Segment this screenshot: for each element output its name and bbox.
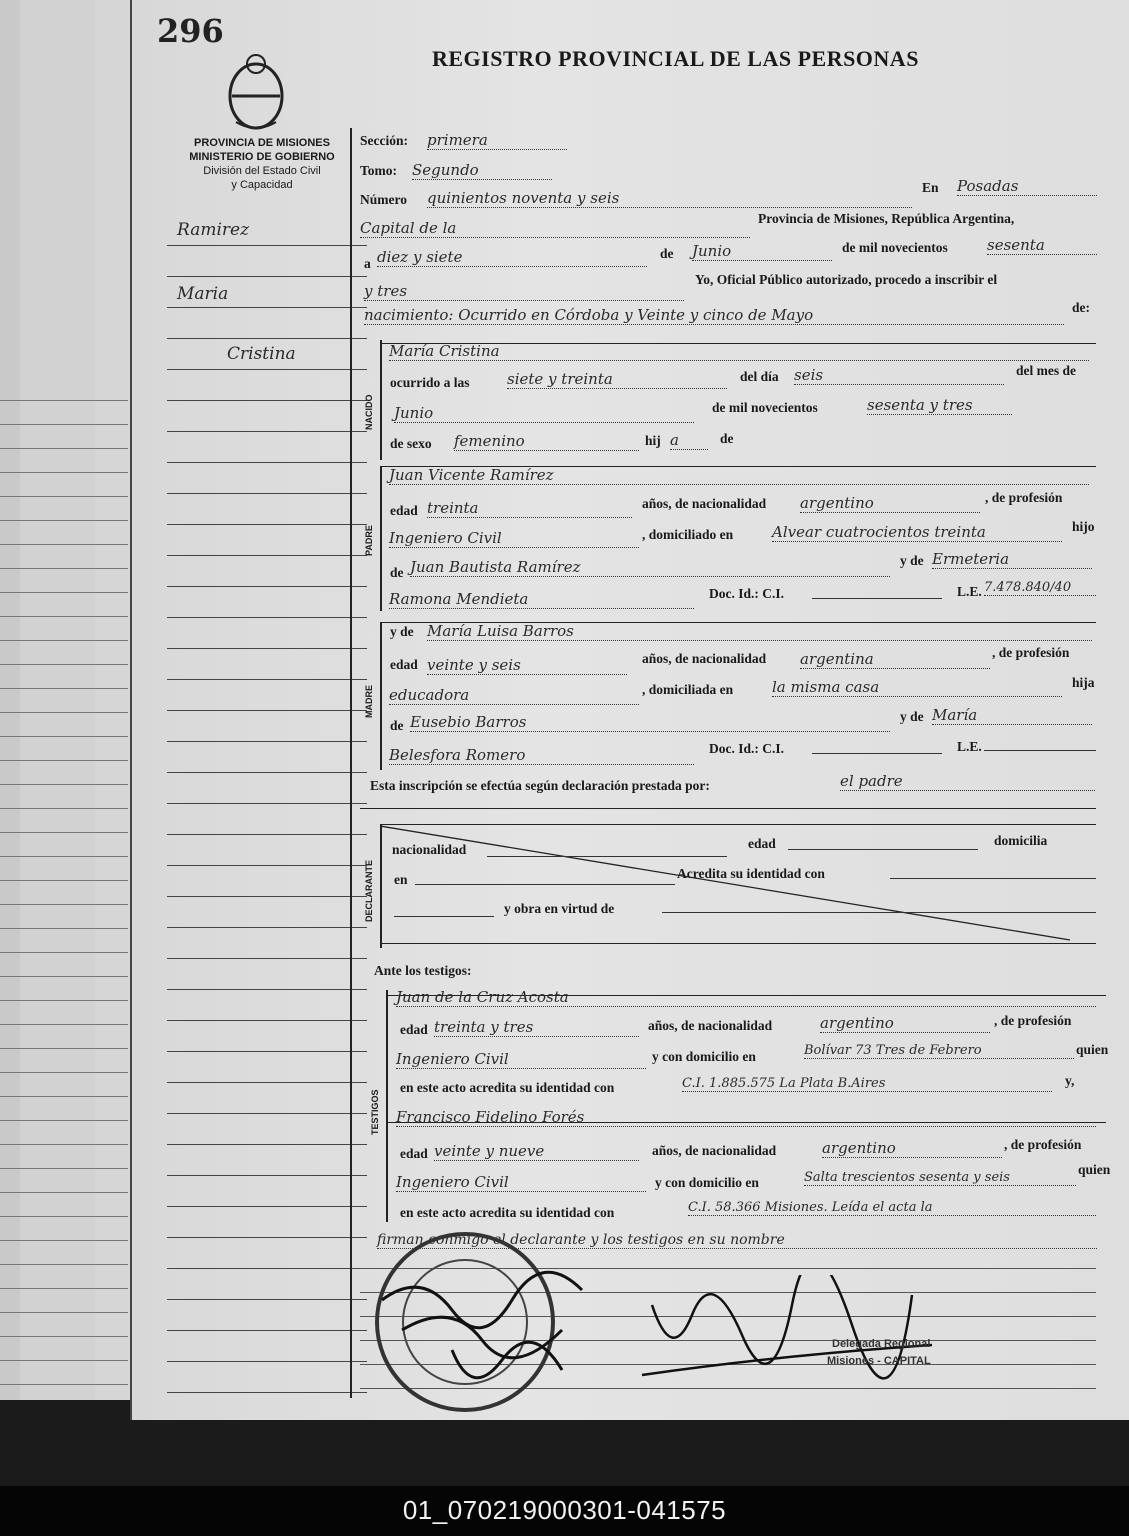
index-rule-line (167, 1268, 367, 1269)
back-rule-line (0, 1024, 128, 1025)
registry-page (130, 0, 1129, 1420)
index-rule-line (167, 1082, 367, 1083)
testigo2-quien-label: quien (1078, 1162, 1111, 1177)
index-rule-line (167, 524, 367, 525)
testigo1-nac-label: años, de nacionalidad (648, 1018, 773, 1033)
madre-edad-value: veinte y seis (427, 656, 627, 675)
testigo2-dom-label: y con domicilio en (655, 1175, 759, 1190)
index-rule-line (167, 586, 367, 587)
signature-left (362, 1260, 622, 1410)
padre-padre-value: Juan Bautista Ramírez (410, 558, 890, 577)
stamp-text-1: Delegada Regional (832, 1338, 931, 1350)
madre-y-de-label: y de (390, 624, 414, 639)
index-rule-line (167, 276, 367, 277)
anio-cont-value: y tres (364, 282, 684, 301)
index-rule-line (167, 927, 367, 928)
hij-label: hij (645, 433, 661, 448)
madre-prof-label: , de profesión (992, 645, 1070, 660)
closing-text: firman conmigo el declarante y los testigos en su nombre (377, 1232, 1097, 1249)
nacido-divider (380, 340, 382, 460)
index-rule-line (167, 710, 367, 711)
de2-label: de: (1072, 300, 1090, 315)
back-rule-line (0, 856, 128, 857)
madre-domicilio-value: la misma casa (772, 678, 1062, 697)
padre-de-label: de (390, 565, 404, 580)
index-rule-line (167, 462, 367, 463)
index-rule-line (167, 1113, 367, 1114)
madre-profesion-value: educadora (389, 686, 639, 705)
declarante-en-blank (415, 884, 675, 885)
org-line-1: PROVINCIA DE MISIONES (194, 137, 330, 149)
index-rule-line (167, 555, 367, 556)
back-rule-line (0, 760, 128, 761)
back-rule-line (0, 448, 128, 449)
back-rule-line (0, 1216, 128, 1217)
madre-hija-label: hija (1072, 675, 1095, 690)
nacido-de-label: de (720, 431, 734, 446)
padre-profesion-value: Ingeniero Civil (389, 529, 639, 548)
index-rule-line (167, 245, 367, 246)
back-rule-line (0, 1072, 128, 1073)
testigo2-prof-label: , de profesión (1004, 1137, 1082, 1152)
testigo1-edad-label: edad (400, 1022, 428, 1037)
madre-y-de2-label: y de (900, 709, 924, 724)
testigo2-domicilio-value: Salta trescientos sesenta y seis (804, 1170, 1076, 1186)
sexo-label: de sexo (390, 436, 432, 451)
testigo1-domicilio-value: Bolívar 73 Tres de Febrero (804, 1043, 1074, 1059)
numero-label: Número (360, 192, 407, 207)
padre-ci-blank (812, 598, 942, 599)
back-rule-line (0, 736, 128, 737)
sexo-value: femenino (454, 432, 639, 451)
back-rule-line (0, 1120, 128, 1121)
padre-edad-label: edad (390, 503, 418, 518)
index-rule-line (167, 1237, 367, 1238)
testigo1-profesion-value: Ingeniero Civil (396, 1050, 646, 1069)
national-crest-icon (220, 52, 292, 132)
mil-novecientos-label: de mil novecientos (842, 240, 948, 255)
madre-divider (380, 622, 382, 770)
anio-nac-value: sesenta y tres (867, 396, 1012, 415)
declarante-bottom-rule (380, 943, 1096, 944)
declarante-edad-blank (788, 849, 978, 850)
padre-divider (380, 466, 382, 611)
index-rule-line (167, 1144, 367, 1145)
declarante-en-label: en (394, 872, 408, 887)
padre-prof-label: , de profesión (985, 490, 1063, 505)
back-rule-line (0, 496, 128, 497)
madre-nac-label: años, de nacionalidad (642, 651, 767, 666)
index-rule-line (167, 803, 367, 804)
back-rule-line (0, 568, 128, 569)
back-rule-line (0, 1240, 128, 1241)
index-rule-line (167, 1392, 367, 1393)
stamp-text-2: Misiones - CAPITAL (827, 1355, 931, 1367)
testigo2-profesion-value: Ingeniero Civil (396, 1173, 646, 1192)
back-rule-line (0, 544, 128, 545)
index-rule-line (167, 958, 367, 959)
testigo2-nacionalidad-value: argentino (822, 1139, 1002, 1158)
declarante-obra-blank (394, 916, 494, 917)
madre-dom-label: , domiciliada en (642, 682, 734, 697)
testigo2-id-value: C.I. 58.366 Misiones. Leída el acta la (688, 1200, 1096, 1216)
declarante-nac-blank (487, 856, 727, 857)
index-rule-line (167, 896, 367, 897)
index-rule-line (167, 1330, 367, 1331)
index-rule-line (167, 338, 367, 339)
index-rule-line (167, 369, 367, 370)
dia-nac-value: seis (794, 366, 1004, 385)
capital-value: Capital de la (360, 219, 750, 238)
testigo2-edad-label: edad (400, 1146, 428, 1161)
de-label: de (660, 246, 674, 261)
back-rule-line (0, 952, 128, 953)
back-rule-line (0, 832, 128, 833)
nacido-name: María Cristina (389, 342, 1089, 361)
declarante-obra-blank-2 (662, 912, 1096, 913)
back-rule-line (0, 424, 128, 425)
tomo-value: Segundo (412, 161, 552, 180)
madre-le-label: L.E. (957, 739, 982, 754)
del-dia-label: del día (740, 369, 779, 384)
index-rule-line (167, 617, 367, 618)
index-rule-line (167, 772, 367, 773)
declarante-edad-label: edad (748, 836, 776, 851)
en-value: Posadas (957, 177, 1097, 196)
padre-le-value: 7.478.840/40 (984, 580, 1096, 596)
hora-value: siete y treinta (507, 370, 727, 389)
seccion-label: Sección: (360, 133, 408, 148)
padre-name: Juan Vicente Ramírez (389, 466, 1089, 485)
madre-side-label: MADRE (364, 685, 374, 718)
ocurrido-label: ocurrido a las (390, 375, 470, 390)
nacido-side-label: NACIDO (364, 394, 374, 430)
index-surname: Ramirez (177, 220, 250, 240)
back-rule-line (0, 472, 128, 473)
back-rule-line (0, 616, 128, 617)
issuing-organization (162, 136, 362, 192)
back-rule-line (0, 1168, 128, 1169)
madre-name: María Luisa Barros (427, 622, 1092, 641)
file-id-caption: 01_070219000301-041575 (0, 1486, 1129, 1536)
numero-value: quinientos noventa y seis (427, 189, 912, 208)
index-rule-line (167, 307, 367, 308)
testigo1-name: Juan de la Cruz Acosta (396, 988, 1096, 1007)
madre-madre-value-2: Belesfora Romero (389, 746, 694, 765)
del-mes-label: del mes de (1016, 363, 1076, 378)
back-rule-line (0, 1288, 128, 1289)
mes-nac-value: Junio (394, 404, 694, 423)
testigo1-id-value: C.I. 1.885.575 La Plata B.Aires (682, 1076, 1052, 1092)
madre-le-blank (984, 750, 1096, 751)
mes-value: Junio (692, 242, 832, 261)
index-rule-line (167, 1051, 367, 1052)
back-rule-line (0, 1048, 128, 1049)
index-rule-line (167, 865, 367, 866)
declarante-acredita-label: Acredita su identidad con (677, 866, 825, 881)
back-rule-line (0, 976, 128, 977)
padre-side-label: PADRE (364, 525, 374, 556)
back-rule-line (0, 664, 128, 665)
madre-edad-label: edad (390, 657, 418, 672)
testigo1-y-label: y, (1065, 1073, 1075, 1088)
back-rule-line (0, 1384, 128, 1385)
back-rule-line (0, 1096, 128, 1097)
index-rule-line (167, 1361, 367, 1362)
back-rule-line (0, 712, 128, 713)
back-rule-line (0, 1360, 128, 1361)
back-rule-line (0, 1144, 128, 1145)
testigo2-nac-label: años, de nacionalidad (652, 1143, 777, 1158)
declarante-dom-label: domicilia (994, 833, 1048, 848)
index-rule-line (167, 400, 367, 401)
padre-madre-value-2: Ramona Mendieta (389, 590, 694, 609)
testigos-side-label: TESTIGOS (370, 1089, 380, 1135)
testigos-label: Ante los testigos: (374, 963, 472, 978)
madre-ci-blank (812, 753, 942, 754)
index-rule-line (167, 1020, 367, 1021)
index-first-name: Maria (177, 284, 229, 304)
back-rule-line (0, 784, 128, 785)
declarante-acredita-blank (890, 878, 1096, 879)
declaracion-rule (360, 808, 1096, 809)
back-rule-line (0, 400, 128, 401)
madre-padre-value: Eusebio Barros (410, 713, 890, 732)
index-second-name: Cristina (227, 344, 296, 364)
back-rule-line (0, 1312, 128, 1313)
index-rule-line (167, 679, 367, 680)
index-rule-line (167, 648, 367, 649)
testigo1-quien-label: quien (1076, 1042, 1109, 1057)
anio-value: sesenta (987, 236, 1097, 255)
padre-madre-value: Ermeteria (932, 550, 1092, 569)
declarante-obra-label: y obra en virtud de (504, 901, 615, 916)
page-number: 296 (157, 12, 224, 50)
testigo1-prof-label: , de profesión (994, 1013, 1072, 1028)
testigo1-nacionalidad-value: argentino (820, 1014, 990, 1033)
madre-doc-label: Doc. Id.: C.I. (709, 741, 785, 756)
back-rule-line (0, 1264, 128, 1265)
signature-right (632, 1275, 932, 1385)
tomo-label: Tomo: (360, 163, 398, 178)
testigo1-acredita-label: en este acto acredita su identidad con (400, 1080, 615, 1095)
index-rule-line (167, 1175, 367, 1176)
back-rule-line (0, 928, 128, 929)
padre-y-de-label: y de (900, 553, 924, 568)
form-left-border (350, 128, 352, 1398)
madre-madre-value: María (932, 706, 1092, 725)
en-label: En (922, 180, 939, 195)
declaracion-value: el padre (840, 772, 1095, 791)
index-rule-line (167, 989, 367, 990)
back-rule-line (0, 1192, 128, 1193)
testigo1-edad-value: treinta y tres (434, 1018, 639, 1037)
back-rule-line (0, 688, 128, 689)
org-line-4: y Capacidad (231, 179, 293, 191)
org-line-3: División del Estado Civil (203, 165, 321, 177)
padre-nac-label: años, de nacionalidad (642, 496, 767, 511)
testigos-divider (386, 990, 388, 1222)
madre-de-label: de (390, 718, 404, 733)
acta-tipo-value: nacimiento: Ocurrido en Córdoba y Veinte y cinco de Mayo (364, 306, 1064, 325)
back-rule-line (0, 520, 128, 521)
padre-domicilio-value: Alvear cuatrocientos treinta (772, 523, 1062, 542)
madre-nacionalidad-value: argentina (800, 650, 990, 669)
back-rule-line (0, 1000, 128, 1001)
hij-suffix: a (670, 431, 708, 450)
padre-dom-label: , domiciliado en (642, 527, 734, 542)
provincia-label: Provincia de Misiones, República Argentina, (758, 211, 1015, 226)
index-rule-line (167, 431, 367, 432)
back-rule-line (0, 880, 128, 881)
nac-mil-label: de mil novecientos (712, 400, 818, 415)
padre-nacionalidad-value: argentino (800, 494, 980, 513)
index-rule-line (167, 741, 367, 742)
padre-hijo-label: hijo (1072, 519, 1095, 534)
a-label: a (364, 256, 371, 271)
testigo2-edad-value: veinte y nueve (434, 1142, 639, 1161)
declarante-side-label: DECLARANTE (364, 860, 374, 922)
yo-label: Yo, Oficial Público autorizado, procedo a inscribir el (695, 272, 998, 287)
back-rule-line (0, 592, 128, 593)
back-rule-line (0, 904, 128, 905)
index-rule-line (167, 1299, 367, 1300)
declarante-nac-label: nacionalidad (392, 842, 467, 857)
back-rule-line (0, 808, 128, 809)
seccion-value: primera (427, 131, 567, 150)
org-line-2: MINISTERIO DE GOBIERNO (189, 151, 335, 163)
declaracion-label: Esta inscripción se efectúa según declaración prestada por: (370, 778, 710, 793)
back-rule-line (0, 640, 128, 641)
testigo2-acredita-label: en este acto acredita su identidad con (400, 1205, 615, 1220)
back-rule-line (0, 1336, 128, 1337)
document-title: REGISTRO PROVINCIAL DE LAS PERSONAS (432, 46, 919, 71)
dia-value: diez y siete (377, 248, 647, 267)
index-rule-line (167, 1206, 367, 1207)
testigo2-name: Francisco Fidelino Forés (396, 1108, 1096, 1127)
padre-le-label: L.E. (957, 584, 982, 599)
testigo1-dom-label: y con domicilio en (652, 1049, 756, 1064)
padre-doc-label: Doc. Id.: C.I. (709, 586, 785, 601)
index-rule-line (167, 493, 367, 494)
padre-edad-value: treinta (427, 499, 632, 518)
index-rule-line (167, 834, 367, 835)
